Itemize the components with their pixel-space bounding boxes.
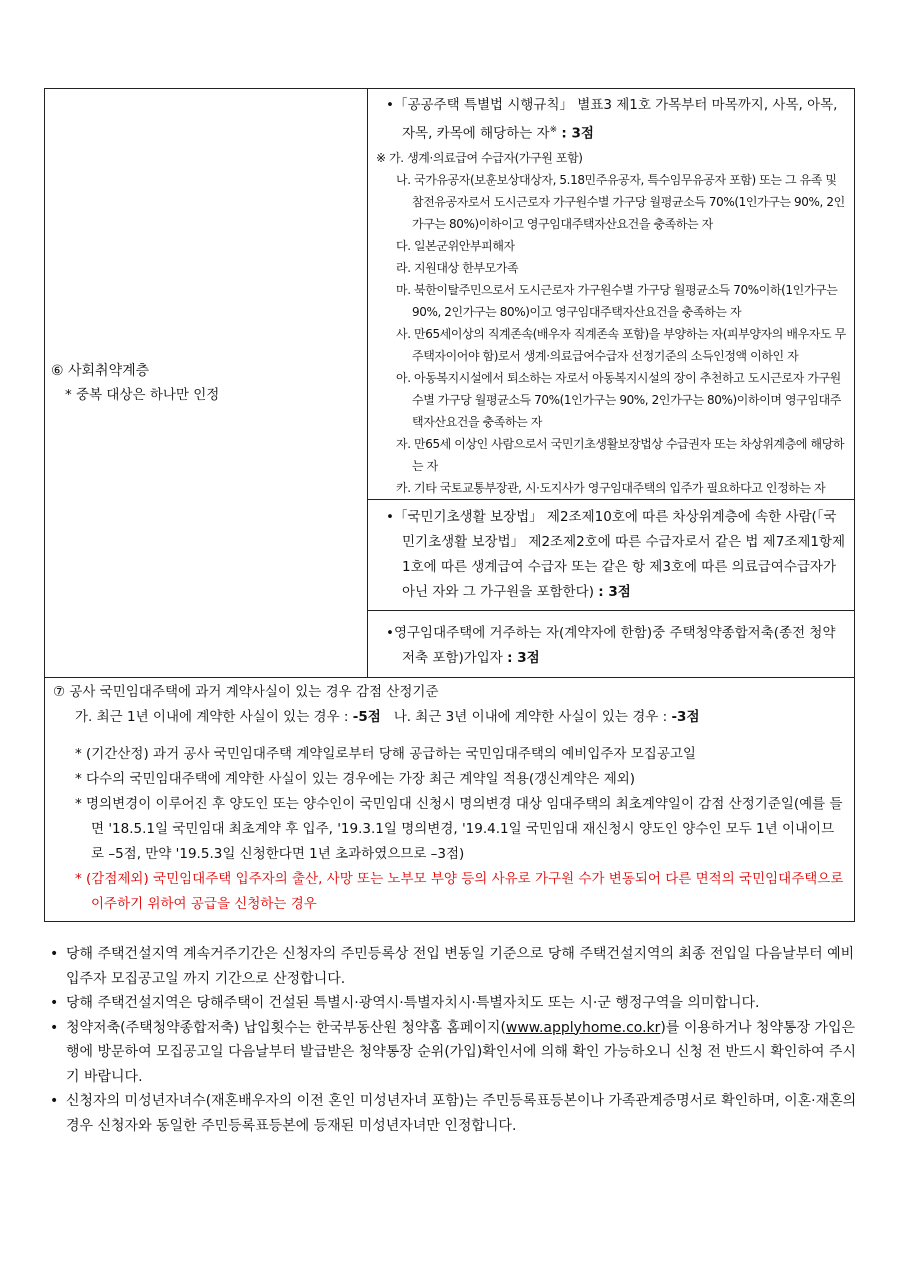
list-item: 아. 아동복지시설에서 퇴소하는 자로서 아동복지시설의 장이 추천하고 도시근로자 가구원수별 가구당 월평균소득 70%(1인가구는 90%, 2인가구는 80%)이하이며 영구임대주택자산요건을 충족하는 자 (396, 370, 841, 429)
cell2-text: •「국민기초생활 보장법」 제2조제10호에 따른 차상위계층에 속한 사람(「국민기초생활 보장법」 제2조제2호에 따른 수급자로서 같은 법 제7조제1항제1호에 따른 생계급여 수급자 또는 같은 항 제3호에 따른 의료급여수급자가 아닌 자와 그 가구원을 포함한다) : 3점 (386, 509, 846, 600)
exemption-note: * (감점제외) 국민임대주택 입주자의 출산, 사망 또는 노부모 부양 등의 사유로 가구원 수가 변동되어 다른 면적의 국민임대주택으로 이주하기 위하여 공급을 신청하는 경우 (75, 871, 844, 912)
criteria-table (44, 88, 855, 922)
note-item: * 다수의 국민임대주택에 계약한 사실이 있는 경우에는 가장 최근 계약일 적용(갱신계약은 제외) (75, 771, 636, 787)
section6-label-cell (45, 89, 368, 678)
bullet-item: • 당해 주택건설지역은 당해주택이 건설된 특별시·광역시·특별자치시·특별자치도 또는 시·군 행정구역을 의미합니다. (50, 995, 760, 1011)
list-item: 마. 북한이탈주민으로서 도시근로자 가구원수별 가구당 월평균소득 70%이하(1인가구는 90%, 2인가구는 80%)이고 영구임대주택자산요건을 충족하는 자 (396, 282, 838, 319)
section7-cell (45, 678, 855, 922)
applyhome-link[interactable]: www.applyhome.co.kr (505, 1019, 661, 1036)
cell3-text: •영구임대주택에 거주하는 자(계약자에 한함)중 주택청약종합저축(종전 청약저축 포함)가입자 : 3점 (386, 625, 836, 666)
list-item: 라. 지원대상 한부모가족 (396, 260, 519, 275)
bullet-item: • 당해 주택건설지역 계속거주기간은 신청자의 주민등록상 전입 변동일 기준으로 당해 주택건설지역의 최종 전입일 다음날부터 예비입주자 모집공고일 까지 기간으로 산정합니다. (50, 946, 855, 987)
section7-notes (53, 742, 846, 917)
list-item: 카. 기타 국토교통부장관, 시·도지사가 영구임대주택의 입주가 필요하다고 인정하는 자 (396, 480, 826, 495)
bullet-item: • 신청자의 미성년자녀수(재혼배우자의 이전 혼인 미성년자녀 포함)는 주민등록표등본이나 가족관계증명서로 확인하며, 이혼·재혼의 경우 신청자와 동일한 주민등록표등본에 등재된 미성년자녀만 인정합니다. (50, 1093, 857, 1134)
section6-cell-3 (368, 611, 855, 678)
section6-cell-2 (368, 500, 855, 611)
cell1-lead: •「공공주택 특별법 시행규칙」 별표3 제1호 가목부터 마목까지, 사목, 아목, 자목, 카목에 해당하는 자※ : 3점 (386, 97, 838, 142)
bullet-list (50, 942, 858, 1138)
list-item: 나. 국가유공자(보훈보상대상자, 5.18민주유공자, 특수임무유공자 포함) 또는 그 유족 및 참전유공자로서 도시근로자 가구원수별 가구당 월평균소득 70%(1인가구는 90%, 2인가구는 80%)이하이고 영구임대주택자산요건을 충족하는 자 (396, 172, 845, 231)
note-item: * (기간산정) 과거 공사 국민임대주택 계약일로부터 당해 공급하는 국민임대주택의 예비입주자 모집공고일 (75, 746, 696, 762)
bullet-item: • 청약저축(주택청약종합저축) 납입횟수는 한국부동산원 청약홈 홈페이지(www.applyhome.co.kr)를 이용하거나 청약통장 가입은행에 방문하여 모집공고일 다음날부터 발급받은 청약통장 순위(가입)확인서에 의해 확인 가능하오니 신청 전 반드시 확인하여 주시기 바랍니다. (50, 1019, 856, 1085)
section6-title: ⑥ 사회취약계층 (51, 363, 150, 379)
list-item: 사. 만65세이상의 직계존속(배우자 직계존속 포함)을 부양하는 자(피부양자의 배우자도 무주택자이어야 함)로서 생계·의료급여수급자 선정기준의 소득인정액 이하인 자 (396, 326, 846, 363)
section6-cell-1 (368, 89, 855, 500)
section7-title: ⑦ 공사 국민임대주택에 과거 계약사실이 있는 경우 감점 산정기준 (53, 684, 439, 700)
section6-note: * 중복 대상은 하나만 인정 (65, 387, 220, 403)
note-item: * 명의변경이 이루어진 후 양도인 또는 양수인이 국민임대 신청시 명의변경 대상 임대주택의 최초계약일이 감점 산정기준일(예를 들면 '18.5.1일 국민임대 최초계약 후 입주, '19.3.1일 명의변경, '19.4.1일 국민임대 재신청시 양도인 양수인 모두 1년 이내이므로 –5점, 만약 '19.5.3일 신청한다면 1년 초과하였으므로 –3점) (75, 796, 843, 862)
cell1-list-head: ※ 가. 생계·의료급여 수급자(가구원 포함) (376, 150, 583, 165)
list-item: 자. 만65세 이상인 사람으로서 국민기초생활보장법상 수급권자 또는 차상위계층에 해당하는 자 (396, 436, 845, 473)
list-item: 다. 일본군위안부피해자 (396, 238, 515, 253)
section7-deductions: 가. 최근 1년 이내에 계약한 사실이 있는 경우 : -5점 나. 최근 3년 이내에 계약한 사실이 있는 경우 : -3점 (75, 709, 700, 725)
